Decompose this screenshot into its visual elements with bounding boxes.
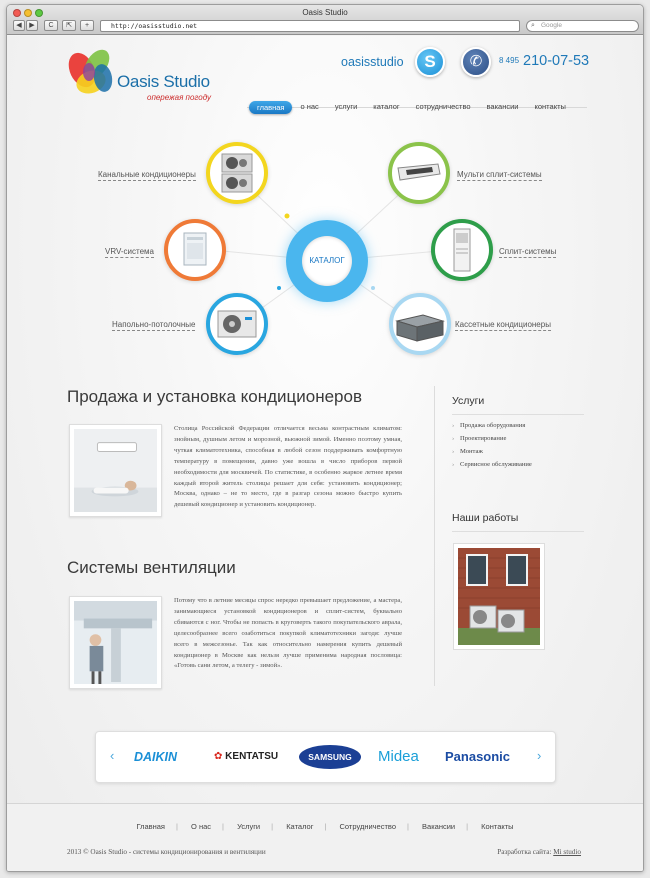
catalog-item-cassette[interactable] <box>389 293 451 355</box>
sales-photo-image <box>74 429 157 512</box>
footer-developer-label: Разработка сайта: <box>497 848 552 856</box>
section-photo-sales <box>69 424 162 517</box>
menu-item-about[interactable]: о нас <box>300 102 319 111</box>
menu-item-contacts[interactable]: контакты <box>534 102 566 111</box>
section-title-ventilation: Системы вентиляции <box>67 558 236 577</box>
footer-link-catalog[interactable]: Каталог <box>286 822 314 831</box>
phone-number: 210-07-53 <box>523 53 590 69</box>
phone-icon: ✆ <box>461 47 491 77</box>
footer-link-home[interactable]: Главная <box>136 822 165 831</box>
catalog-center-button[interactable] <box>286 220 368 302</box>
phone-code: 8 495 <box>499 56 520 65</box>
brand-midea[interactable]: Midea <box>378 748 419 765</box>
menu-item-catalog[interactable]: каталог <box>373 102 400 111</box>
brand-samsung[interactable]: SAMSUNG <box>299 745 361 769</box>
split-system-icon <box>435 223 489 277</box>
site-logo[interactable] <box>67 48 237 103</box>
section-photo-ventilation <box>69 596 162 689</box>
brand-panasonic[interactable]: Panasonic <box>445 749 511 764</box>
sidebar-service-item[interactable]: › Проектирование <box>452 432 532 445</box>
catalog-item-floor-ceiling[interactable] <box>206 293 268 355</box>
back-button[interactable]: ◀ <box>13 20 25 31</box>
footer-link-services[interactable]: Услуги <box>237 822 261 831</box>
footer-nav: Главная | О нас | Услуги | Каталог | Сотрудничество | Вакансии | Контакты <box>7 822 643 831</box>
sidebar-works-title: Наши работы <box>452 512 519 524</box>
catalog-item-vrv[interactable] <box>164 219 226 281</box>
browser-titlebar <box>7 5 643 35</box>
share-button[interactable]: ⇱ <box>62 20 76 31</box>
catalog-label-vrv[interactable]: VRV-система <box>105 247 154 256</box>
logo-title: Oasis Studio <box>117 72 210 91</box>
cassette-ac-icon <box>393 297 447 351</box>
brands-carousel <box>95 731 556 783</box>
floor-ceiling-ac-icon <box>210 297 264 351</box>
section-text-ventilation: Потому что в летние месяцы спрос нередко превышает предложение, а мастера, занимающиеся установкой кондиционеров и сплит-систем, буквально сбиваются с ног. Чтобы не попасть в круговерть такого покупательского аврала, целесообразнее всего озаботиться покупкой климатотехники загодя: лучше всего в межсезонье. Так как относительно намерения купить дешевый кондиционер в Москве как нельзя лучше применима народная пословица: «Готовь сани летом, а телегу - зимой». <box>174 597 402 670</box>
multi-split-icon <box>392 146 446 200</box>
kentatsu-flower-icon: ✿ <box>214 751 226 762</box>
browser-window <box>6 4 644 872</box>
window-title: Oasis Studio <box>302 8 348 17</box>
brand-daikin[interactable]: DAIKIN <box>134 750 178 764</box>
catalog-label-multi-split[interactable]: Мульти сплит-системы <box>457 170 542 179</box>
ducted-ac-icon <box>210 146 264 200</box>
footer-developer-link[interactable]: Mi studio <box>553 848 581 856</box>
search-field[interactable] <box>526 20 639 32</box>
sidebar-service-item[interactable]: › Продажа оборудования <box>452 419 532 432</box>
footer-link-cooperation[interactable]: Сотрудничество <box>339 822 396 831</box>
skype-name[interactable]: oasisstudio <box>341 55 404 69</box>
brand-kentatsu-label: KENTATSU <box>225 751 279 762</box>
section-text-sales: Столица Российской Федерации отличается весьма контрастным климатом: знойным, душным летом и морозной, вьюжной зимой. Именно поэтому умная, чуткая климатотехника, способная в любой сезон поддерживать комфортную температуру в помещении, давно уже вошла в число приборов первой необходимости для москвичей. По статистике, в особенно жаркое летнее время каждый второй житель столицы решает для себя: установить кондиционер; Москва, однако – не то место, где в разгар сезона можно быстро купить дешевый кондиционер и установить кондиционер. <box>174 425 402 509</box>
sidebar-services-title: Услуги <box>452 395 485 407</box>
sidebar-service-item[interactable]: › Монтаж <box>452 445 532 458</box>
search-icon: ⌕ <box>531 22 535 29</box>
catalog-label-cassette[interactable]: Кассетные кондиционеры <box>455 320 551 329</box>
main-menu <box>249 99 574 115</box>
forward-button[interactable]: ▶ <box>26 20 38 31</box>
menu-item-cooperation[interactable]: сотрудничество <box>415 102 471 111</box>
sidebar-works-photo[interactable] <box>453 543 545 650</box>
catalog-center-label: КАТАЛОГ <box>302 236 352 286</box>
site-footer <box>7 803 643 872</box>
sidebar-works-divider <box>452 531 584 532</box>
sidebar-services-list <box>452 419 532 471</box>
menu-item-vacancies[interactable]: вакансии <box>486 102 519 111</box>
catalog-item-multi-split[interactable] <box>388 142 450 204</box>
footer-link-about[interactable]: О нас <box>191 822 212 831</box>
catalog-label-ducted[interactable]: Канальные кондиционеры <box>98 170 196 179</box>
brands-next-arrow[interactable]: › <box>537 748 542 763</box>
sidebar-divider <box>434 386 435 686</box>
catalog-item-split[interactable] <box>431 219 493 281</box>
menu-item-home[interactable]: главная <box>249 101 292 114</box>
footer-developer <box>497 848 581 856</box>
catalog-item-ducted[interactable] <box>206 142 268 204</box>
address-bar[interactable]: http://oasisstudio.net <box>100 20 520 32</box>
catalog-label-split[interactable]: Сплит-системы <box>499 247 557 256</box>
brand-kentatsu[interactable] <box>214 746 278 768</box>
sidebar-services-divider <box>452 414 584 415</box>
search-placeholder: Google <box>541 22 562 29</box>
logo-tagline: опережая погоду <box>147 93 212 102</box>
add-bookmark-button[interactable]: + <box>80 20 94 31</box>
footer-copyright: 2013 © Oasis Studio - системы кондиционирования и вентиляции <box>67 848 266 856</box>
menu-item-services[interactable]: услуги <box>334 102 358 111</box>
web-page <box>7 36 643 872</box>
vrv-unit-icon <box>168 223 222 277</box>
footer-link-contacts[interactable]: Контакты <box>481 822 514 831</box>
sidebar-service-item[interactable]: › Сервисное обслуживание <box>452 458 532 471</box>
brands-prev-arrow[interactable]: ‹ <box>110 748 115 763</box>
section-title-sales: Продажа и установка кондиционеров <box>67 387 362 406</box>
catalog-label-floor-ceiling[interactable]: Напольно-потолочные <box>112 320 196 329</box>
footer-link-vacancies[interactable]: Вакансии <box>422 822 456 831</box>
catalog-wheel <box>7 136 643 371</box>
ventilation-photo-image <box>74 601 157 684</box>
works-photo-image <box>458 548 540 645</box>
skype-icon[interactable]: S <box>415 47 445 77</box>
reload-button[interactable]: C <box>44 20 58 31</box>
